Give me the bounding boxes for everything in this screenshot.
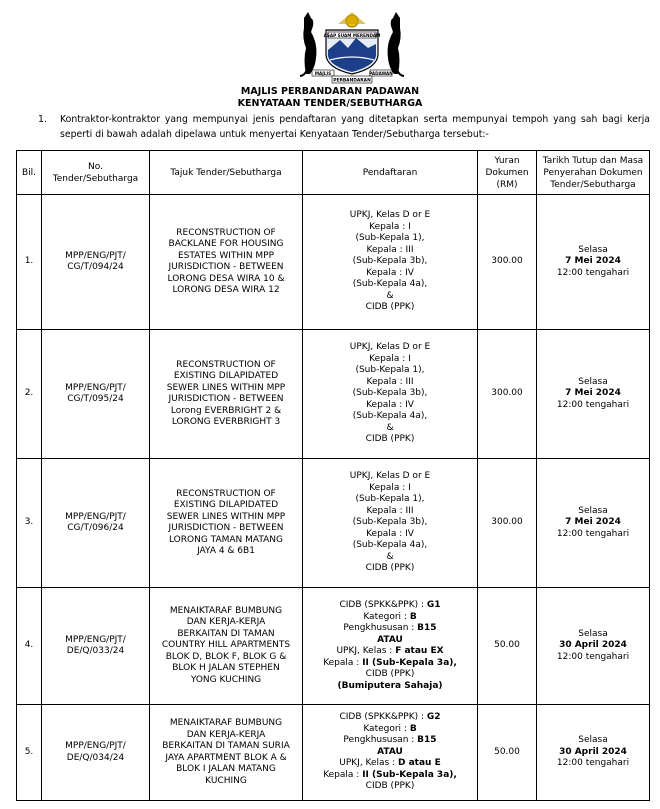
pendaftaran-atau: ATAU (377, 746, 403, 757)
tender-no-line1: MPP/ENG/PJT/ (65, 741, 126, 751)
intro-number: 1. (38, 114, 47, 125)
row-yuran: 300.00 (478, 195, 537, 330)
tarikh-masa: 12:00 tengahari (556, 528, 630, 539)
kategori-label: Kategori : (363, 611, 410, 622)
pendaftaran-cidb (339, 712, 440, 722)
kepala-value: II (Sub-Kepala 3a), (362, 657, 457, 668)
tajuk-line: LORONG TAMAN MATANG (168, 534, 284, 545)
pengkhususan-value: B15 (417, 623, 437, 633)
tender-no-line2: CG/T/095/24 (67, 394, 124, 404)
header-no-tender (42, 151, 150, 195)
upkj-kelas: D atau E (398, 758, 441, 769)
pendaftaran-line: CIDB (PPK) (365, 302, 415, 313)
row-tarikh (537, 705, 650, 801)
tarikh-tutup: 7 Mei 2024 (565, 388, 621, 399)
pendaftaran-line: CIDB (PPK) (365, 563, 415, 574)
header-pendaftaran: Pendaftaran (303, 151, 478, 195)
pendaftaran-line: Kepala : I (369, 353, 411, 364)
tarikh-tutup: 7 Mei 2024 (565, 256, 621, 267)
header-tarikh-line2: Penyerahan Dokumen (543, 167, 643, 178)
row-pendaftaran (303, 588, 478, 705)
row-yuran: 50.00 (478, 705, 537, 801)
header-yuran (478, 151, 537, 195)
row-yuran: 50.00 (478, 588, 537, 705)
pendaftaran-kepala (323, 658, 457, 668)
document-title: MAJLIS PERBANDARAN PADAWAN (240, 86, 420, 97)
pendaftaran-bumiputera: (Bumiputera Sahaja) (337, 680, 443, 691)
document-subtitle: KENYATAAN TENDER/SEBUTHARGA (237, 98, 423, 109)
pendaftaran-cidb (339, 600, 440, 610)
tajuk-line: LORONG DESA WIRA 12 (172, 285, 280, 295)
tajuk-line: JURISDICTION - BETWEEN (168, 262, 284, 272)
row-tarikh (537, 459, 650, 588)
tender-no-line2: CG/T/094/24 (67, 262, 124, 272)
tarikh-tutup: 7 Mei 2024 (565, 517, 621, 528)
cidb-grade: G1 (426, 600, 441, 610)
table-row (17, 330, 650, 459)
tajuk-line: RECONSTRUCTION OF (176, 227, 276, 238)
tajuk-line: MENAIKTARAF BUMBUNG (169, 605, 283, 616)
tajuk-line: BLOK H JALAN STEPHEN (172, 663, 280, 674)
row-pendaftaran (303, 705, 478, 801)
intro-text: Kontraktor-kontraktor yang mempunyai jenis pendaftaran yang ditetapkan serta mempunyai tempoh yang sah bagi kerja seperti di bawah adalah dipelawa untuk menyertai Kenyataan Tender/Sebutharga tersebut:- (60, 114, 650, 140)
tajuk-line: SEWER LINES WITHIN MPP (166, 511, 286, 522)
row-bil: 4. (17, 588, 42, 705)
row-tender-no (42, 195, 150, 330)
tender-no-line1: MPP/ENG/PJT/ (65, 634, 126, 645)
tajuk-line: RECONSTRUCTION OF (176, 359, 276, 370)
tarikh-tutup: 30 April 2024 (559, 640, 627, 651)
tajuk-line: BACKLANE FOR HOUSING (168, 239, 284, 249)
tajuk-line: Lorong EVERBRIGHT 2 & (170, 405, 282, 416)
cidb-label: CIDB (SPKK&PPK) : (339, 600, 427, 610)
header-tarikh (537, 151, 650, 195)
row-bil: 3. (17, 459, 42, 588)
tajuk-line: MENAIKTARAF BUMBUNG (169, 718, 283, 728)
tender-no-line1: MPP/ENG/PJT/ (65, 511, 126, 522)
tender-no-line1: MPP/ENG/PJT/ (65, 250, 126, 261)
pendaftaran-kepala (323, 770, 457, 780)
tender-table (16, 150, 650, 801)
row-tarikh (537, 195, 650, 330)
pendaftaran-line: Kepala : III (366, 505, 414, 516)
kepala-value: II (Sub-Kepala 3a), (362, 769, 457, 780)
upkj-kelas: F atau EX (395, 646, 444, 656)
pendaftaran-line: Kepala : IV (366, 267, 414, 278)
pendaftaran-upkj (336, 646, 443, 656)
pendaftaran-pengkhususan (343, 735, 436, 745)
header-yuran-line3: (RM) (496, 179, 518, 190)
tajuk-line: LORONG DESA WIRA 10 & (167, 273, 285, 284)
table-row (17, 588, 650, 705)
row-pendaftaran (303, 459, 478, 588)
row-bil: 1. (17, 195, 42, 330)
header-bil: Bil. (17, 151, 42, 195)
table-row (17, 195, 650, 330)
tarikh-masa: 12:00 tengahari (556, 399, 630, 410)
tajuk-line: DAN KERJA-KERJA (186, 617, 266, 628)
pendaftaran-line: (Sub-Kepala 3b), (352, 256, 428, 267)
tajuk-line: EXISTING DILAPIDATED (173, 371, 279, 381)
tarikh-masa: 12:00 tengahari (556, 267, 630, 278)
crest-motto: ASAP SUAM MERENDAM (323, 33, 381, 38)
pendaftaran-line: Kepala : III (366, 244, 414, 255)
upkj-label: UPKJ, Kelas : (339, 758, 398, 769)
row-tajuk (150, 705, 303, 801)
row-yuran: 300.00 (478, 330, 537, 459)
tarikh-masa: 12:00 tengahari (556, 651, 630, 662)
pendaftaran-cidb-ppk: CIDB (PPK) (365, 669, 415, 679)
row-bil: 5. (17, 705, 42, 801)
pendaftaran-line: (Sub-Kepala 3b), (352, 517, 428, 528)
intro-paragraph (38, 112, 650, 142)
tajuk-line: JAYA 4 & 6B1 (197, 546, 255, 556)
header-tarikh-line3: Tender/Sebutharga (550, 179, 636, 190)
row-tender-no (42, 705, 150, 801)
tarikh-hari: Selasa (578, 505, 608, 516)
tender-no-line1: MPP/ENG/PJT/ (65, 382, 126, 393)
header-tajuk: Tajuk Tender/Sebutharga (150, 151, 303, 195)
tender-no-line2: DE/Q/033/24 (66, 646, 125, 656)
row-tajuk (150, 588, 303, 705)
row-pendaftaran (303, 330, 478, 459)
tarikh-tutup: 30 April 2024 (559, 746, 627, 757)
row-tajuk (150, 195, 303, 330)
pendaftaran-line: CIDB (PPK) (365, 434, 415, 445)
tajuk-line: BERKAITAN DI TAMAN SURIA (162, 741, 290, 751)
tajuk-line: RECONSTRUCTION OF (176, 488, 276, 499)
tarikh-hari: Selasa (578, 376, 608, 387)
header-yuran-line1: Yuran (494, 155, 520, 166)
row-yuran: 300.00 (478, 459, 537, 588)
kepala-label: Kepala : (323, 769, 363, 780)
row-tender-no (42, 588, 150, 705)
pendaftaran-upkj (339, 758, 441, 768)
pendaftaran-line: (Sub-Kepala 3b), (352, 388, 428, 399)
header-no-line2: Tender/Sebutharga (52, 173, 139, 184)
tarikh-hari: Selasa (578, 735, 608, 746)
pendaftaran-line: Kepala : III (366, 376, 414, 387)
crest-left-cat (303, 12, 316, 74)
pendaftaran-kategori (363, 612, 416, 622)
pendaftaran-line: Kepala : IV (366, 399, 414, 410)
header-yuran-line2: Dokumen (485, 167, 529, 178)
crest-ribbon-right: PADAWAN (369, 71, 393, 76)
row-tajuk (150, 330, 303, 459)
crest-ribbon-left: MAJLIS (314, 71, 332, 76)
tajuk-line: JURISDICTION - BETWEEN (168, 523, 284, 533)
row-tarikh (537, 588, 650, 705)
pengkhususan-label: Pengkhususan : (343, 623, 418, 633)
tender-no-line2: CG/T/096/24 (67, 523, 124, 533)
row-tender-no (42, 459, 150, 588)
tajuk-line: DAN KERJA-KERJA (186, 729, 266, 740)
crest-right-cat (388, 12, 401, 74)
pendaftaran-line: & (386, 422, 394, 433)
tajuk-line: SEWER LINES WITHIN MPP (166, 382, 286, 393)
tajuk-line: EXISTING DILAPIDATED (173, 500, 279, 510)
header-tarikh-line1: Tarikh Tutup dan Masa (542, 155, 644, 166)
tajuk-line: COUNTRY HILL APARTMENTS (161, 640, 291, 651)
pendaftaran-line: & (386, 551, 394, 562)
row-tender-no (42, 330, 150, 459)
pendaftaran-line: UPKJ, Kelas D or E (349, 471, 431, 482)
tarikh-hari: Selasa (578, 628, 608, 639)
pendaftaran-line: (Sub-Kepala 4a), (352, 540, 428, 551)
kepala-label: Kepala : (323, 657, 363, 668)
council-crest-logo (298, 10, 406, 84)
row-tarikh (537, 330, 650, 459)
table-row (17, 705, 650, 801)
tarikh-masa: 12:00 tengahari (556, 758, 630, 769)
kategori-value: B (409, 611, 417, 622)
pendaftaran-kategori (363, 724, 416, 734)
pendaftaran-atau: ATAU (377, 634, 403, 645)
header-no-line1: No. (88, 161, 103, 172)
pendaftaran-pengkhususan (343, 623, 436, 633)
pendaftaran-line: UPKJ, Kelas D or E (349, 210, 431, 221)
tarikh-hari: Selasa (578, 244, 608, 255)
pendaftaran-cidb-ppk: CIDB (PPK) (365, 781, 415, 792)
pendaftaran-line: (Sub-Kepala 1), (355, 233, 425, 244)
tajuk-line: BLOK I JALAN MATANG (176, 764, 276, 774)
pendaftaran-line: (Sub-Kepala 1), (355, 365, 425, 376)
pengkhususan-value: B15 (417, 735, 437, 746)
table-header-row (17, 151, 650, 195)
tajuk-line: ESTATES WITHIN MPP (177, 250, 275, 261)
pendaftaran-line: (Sub-Kepala 1), (355, 494, 425, 505)
tender-no-line2: DE/Q/034/24 (66, 752, 125, 763)
tajuk-line: JAYA APARTMENT BLOK A & (165, 752, 287, 763)
tajuk-line: YONG KUCHING (190, 674, 262, 685)
tajuk-line: BLOK D, BLOK F, BLOK G & (165, 651, 287, 662)
pendaftaran-line: UPKJ, Kelas D or E (349, 342, 431, 353)
kategori-label: Kategori : (363, 723, 410, 734)
pendaftaran-line: (Sub-Kepala 4a), (352, 411, 428, 422)
upkj-label: UPKJ, Kelas : (336, 646, 396, 656)
pendaftaran-line: & (386, 290, 394, 301)
kategori-value: B (409, 723, 417, 734)
row-pendaftaran (303, 195, 478, 330)
tajuk-line: KUCHING (205, 775, 247, 786)
pendaftaran-line: Kepala : I (369, 482, 411, 493)
pendaftaran-line: Kepala : I (369, 221, 411, 232)
tajuk-line: BERKAITAN DI TAMAN (177, 628, 275, 639)
tajuk-line: JURISDICTION - BETWEEN (168, 394, 284, 404)
tajuk-line: LORONG EVERBRIGHT 3 (171, 417, 281, 427)
cidb-label: CIDB (SPKK&PPK) : (339, 712, 427, 723)
crest-ribbon-bottom: PERBANDARAN (333, 78, 371, 84)
pengkhususan-label: Pengkhususan : (343, 735, 418, 746)
row-tajuk (150, 459, 303, 588)
pendaftaran-line: (Sub-Kepala 4a), (352, 279, 428, 290)
table-row (17, 459, 650, 588)
row-bil: 2. (17, 330, 42, 459)
pendaftaran-line: Kepala : IV (366, 528, 414, 539)
cidb-grade: G2 (426, 712, 441, 723)
